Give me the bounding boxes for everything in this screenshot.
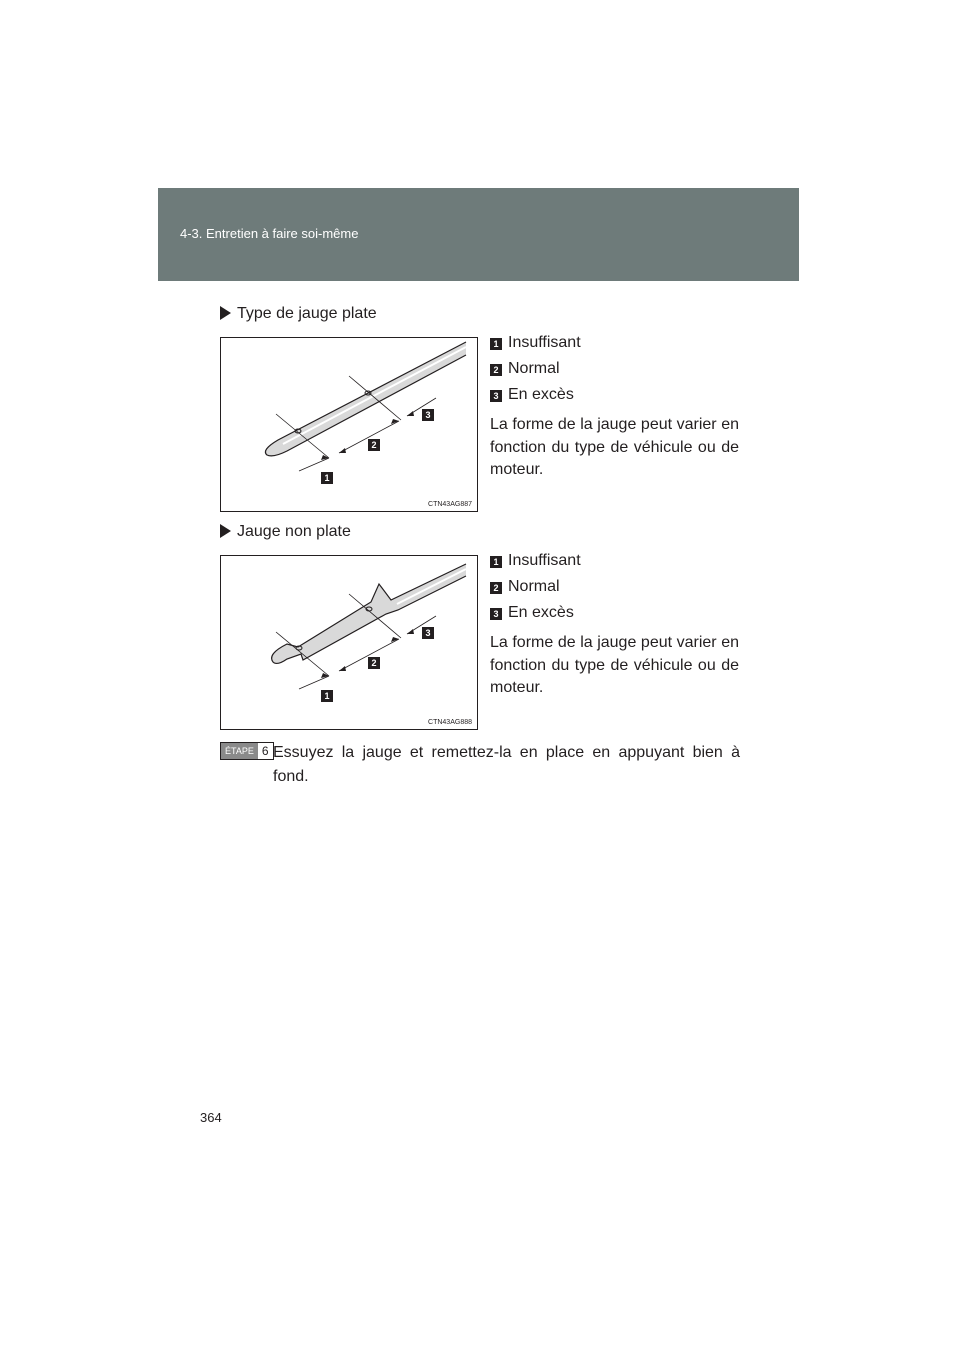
list-item: 2 Normal: [490, 578, 739, 604]
callout-3: 3: [422, 409, 434, 421]
nonflat-dipstick-illustration: [221, 556, 477, 729]
section-title-nonflat: Jauge non plate: [220, 523, 351, 541]
shape-note: La forme de la jauge peut varier en fonction du type de véhicule ou de moteur.: [490, 634, 739, 696]
dipstick-nonflat-figure: [220, 555, 478, 730]
step-number: 6: [258, 743, 273, 759]
step-6: [220, 741, 740, 789]
legend-list-nonflat: [490, 552, 739, 700]
triangle-bullet-icon: [220, 524, 231, 538]
callout-1: 1: [321, 690, 333, 702]
chapter-title: 4-3. Entretien à faire soi-même: [180, 226, 359, 241]
dipstick-flat-figure: [220, 337, 478, 512]
callout-2: 2: [368, 439, 380, 451]
list-item: 3 En excès: [490, 604, 739, 630]
figure-code: CTN43AG887: [428, 501, 472, 508]
figure-code: CTN43AG888: [428, 719, 472, 726]
triangle-bullet-icon: [220, 306, 231, 320]
list-item: 2 Normal: [490, 360, 739, 386]
chapter-header: [158, 188, 799, 281]
list-item: 3 En excès: [490, 386, 739, 412]
callout-2: 2: [368, 657, 380, 669]
flat-dipstick-illustration: [221, 338, 477, 511]
step-text: Essuyez la jauge et remettez-la en place en appuyant bien à fond.: [273, 744, 740, 785]
step-badge: [220, 742, 274, 760]
shape-note: La forme de la jauge peut varier en fonction du type de véhicule ou de moteur.: [490, 416, 739, 478]
step-word: ÉTAPE: [221, 743, 258, 759]
legend-list-flat: [490, 334, 739, 482]
section-title-flat: Type de jauge plate: [220, 305, 377, 323]
page-number: 364: [200, 1110, 222, 1125]
callout-3: 3: [422, 627, 434, 639]
list-item: 1 Insuffisant: [490, 334, 739, 360]
list-item: 1 Insuffisant: [490, 552, 739, 578]
callout-1: 1: [321, 472, 333, 484]
